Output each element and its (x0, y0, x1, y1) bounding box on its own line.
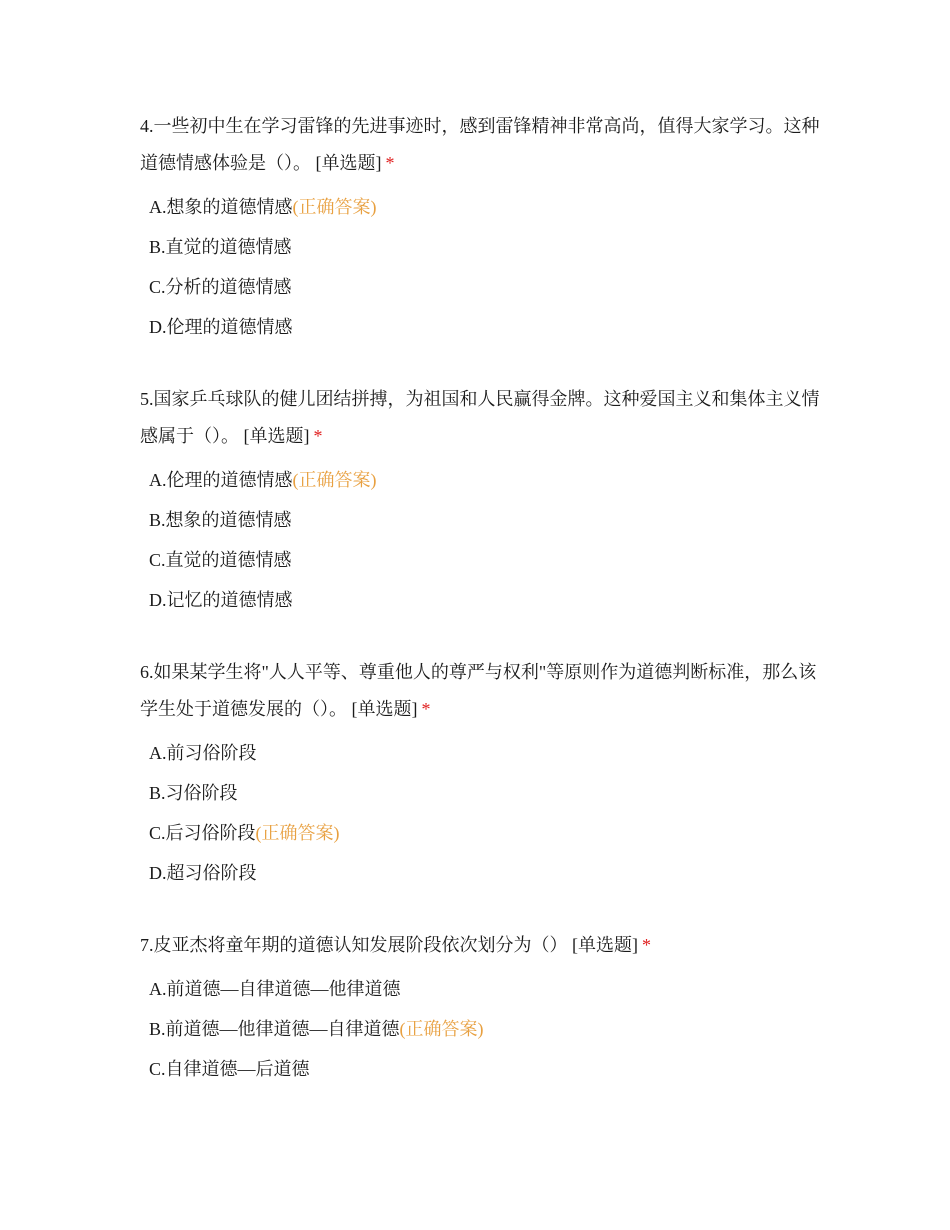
option-b[interactable]: B.直觉的道德情感 (149, 237, 292, 257)
option-d[interactable]: D.超习俗阶段 (149, 863, 257, 883)
option-a[interactable]: A.伦理的道德情感(正确答案) (149, 470, 377, 490)
correct-answer-tag: (正确答案) (399, 1019, 484, 1039)
required-mark: * (313, 426, 323, 446)
option-a[interactable]: A.想象的道德情感(正确答案) (149, 197, 377, 217)
option-d[interactable]: D.伦理的道德情感 (149, 317, 293, 337)
option-a[interactable]: A.前习俗阶段 (149, 743, 257, 763)
required-mark: * (421, 699, 431, 719)
option-a[interactable]: A.前道德—自律道德—他律道德 (149, 979, 401, 999)
option-b[interactable]: B.习俗阶段 (149, 783, 238, 803)
question-title: 7.皮亚杰将童年期的道德认知发展阶段依次划分为（） [单选题] * (140, 935, 651, 955)
correct-answer-tag: (正确答案) (255, 823, 340, 843)
option-c[interactable]: C.直觉的道德情感 (149, 550, 292, 570)
question-5 (140, 381, 820, 620)
option-b[interactable]: B.想象的道德情感 (149, 510, 292, 530)
question-7 (140, 927, 820, 1089)
correct-answer-tag: (正确答案) (292, 197, 377, 217)
question-title: 5.国家乒乓球队的健儿团结拼搏，为祖国和人民赢得金牌。这种爱国主义和集体主义情感属于（）。 [单选题] * (140, 389, 820, 446)
correct-answer-tag: (正确答案) (292, 470, 377, 490)
option-d[interactable]: D.记忆的道德情感 (149, 590, 293, 610)
required-mark: * (385, 153, 395, 173)
question-4 (140, 108, 820, 347)
required-mark: * (642, 935, 651, 955)
question-title: 6.如果某学生将"人人平等、尊重他人的尊严与权利"等原则作为道德判断标准，那么该学生处于道德发展的（）。 [单选题] * (140, 662, 817, 719)
option-c[interactable]: C.自律道德—后道德 (149, 1059, 310, 1079)
question-6 (140, 654, 820, 893)
question-title: 4.一些初中生在学习雷锋的先进事迹时，感到雷锋精神非常高尚，值得大家学习。这种道德情感体验是（）。 [单选题] * (140, 116, 820, 173)
option-c[interactable]: C.分析的道德情感 (149, 277, 292, 297)
option-c[interactable]: C.后习俗阶段(正确答案) (149, 823, 340, 843)
option-b[interactable]: B.前道德—他律道德—自律道德(正确答案) (149, 1019, 484, 1039)
question-list (140, 108, 820, 1123)
